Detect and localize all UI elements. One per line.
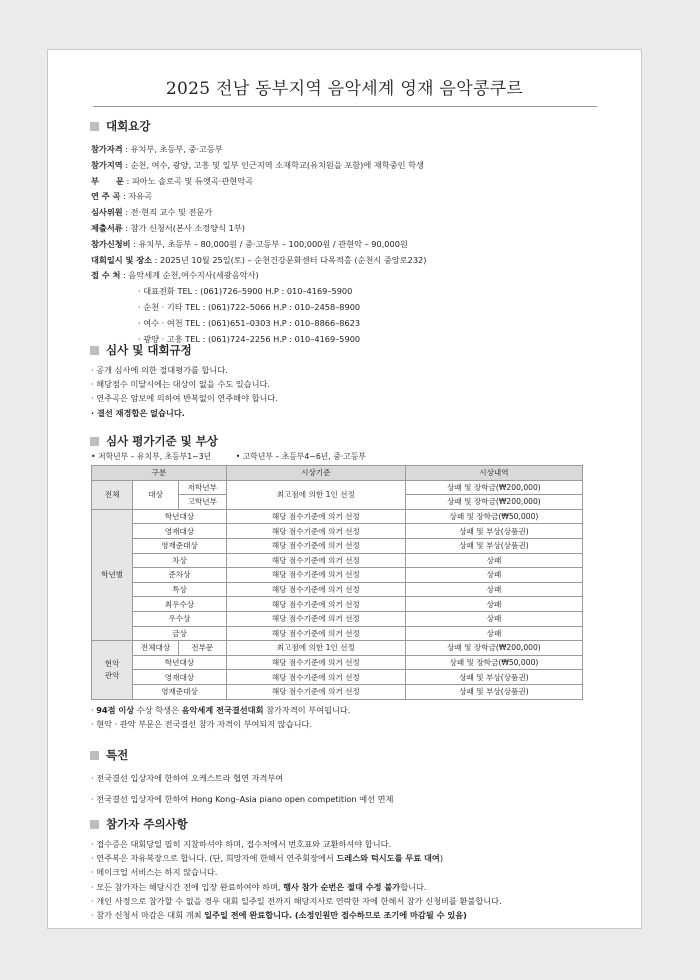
- rules-list: [91, 363, 278, 420]
- table-note: · 94점 이상 수상 학생은 음악세계 전국결선대회 참가자격이 부여됩니다.: [91, 705, 351, 715]
- award-cell: 영재대상: [133, 670, 226, 685]
- list-item: · 전국결선 입상자에 한하여 오케스트라 협연 자격부여: [91, 773, 284, 783]
- section-heading-benefits: 특전: [90, 747, 128, 763]
- criteria-cell: 해당 점수기준에 의거 선정: [226, 611, 405, 626]
- prize-cell: 상패 및 장학금(₩50,000): [405, 509, 582, 524]
- prize-cell: 상패: [405, 553, 582, 568]
- table-header-cell: 시상기준: [226, 466, 405, 481]
- contact-line: · 여수 · 여천 TEL : (061)651–0303 H.P : 010–8866–8623: [138, 317, 361, 328]
- prize-cell: 상패: [405, 597, 582, 612]
- prize-cell: 상패 및 부상(상품권): [405, 670, 582, 685]
- prize-cell: 상패: [405, 568, 582, 583]
- criteria-cell: 해당 점수기준에 의거 선정: [226, 655, 405, 670]
- list-item: · 접수증은 대회당일 필히 지참하셔야 하며, 접수처에서 번호표와 교환하셔야 합니다.: [91, 839, 392, 849]
- table-row: [92, 597, 583, 612]
- table-row: [92, 611, 583, 626]
- sub-cell: 저학년부: [178, 480, 226, 495]
- eval-group-upper: • 고학년부 – 초등부4~6년, 중·고등부: [235, 452, 366, 461]
- criteria-cell: 해당 점수기준에 의거 선정: [226, 626, 405, 641]
- eval-groups: [91, 451, 388, 462]
- prize-cell: 상패 및 장학금(₩200,000): [405, 495, 582, 510]
- prize-cell: 상패 및 장학금(₩50,000): [405, 655, 582, 670]
- criteria-cell: 최고점에 의한 1인 선정: [226, 641, 405, 656]
- table-row: [92, 568, 583, 583]
- table-row: [92, 684, 583, 699]
- benefits-list: [91, 768, 393, 810]
- contact-line: · 광양 · 고흥 TEL : (061)724–2256 H.P : 010–4169–5900: [138, 333, 361, 344]
- table-row: [92, 655, 583, 670]
- award-cell: 우수상: [133, 611, 226, 626]
- group-cell: 전체: [92, 480, 133, 509]
- award-cell: 전체대상: [133, 641, 179, 656]
- table-row: [92, 524, 583, 539]
- prize-cell: 상패: [405, 626, 582, 641]
- eval-group-lower: • 저학년부 – 유치부, 초등부1~3년: [91, 452, 212, 461]
- list-item: · 개인 사정으로 참가할 수 없을 경우 대회 일주일 전까지 해당지사로 연락한 자에 한해서 참가 신청비를 환불합니다.: [91, 895, 502, 906]
- criteria-cell: 해당 점수기준에 의거 선정: [226, 553, 405, 568]
- info-row: 대회일시 및 장소 : 2025년 10월 25일(토) – 순천건강문화센터 다목적홀 (순천시 중앙로232): [91, 254, 427, 265]
- info-row: 심사위원 : 전·현직 교수 및 전문가: [91, 207, 213, 218]
- evaluation-table: [91, 465, 583, 700]
- table-row: [92, 582, 583, 597]
- criteria-cell: 최고점에 의한 1인 선정: [226, 480, 405, 509]
- table-row: [92, 641, 583, 656]
- list-item: · 해당점수 미달시에는 대상이 없을 수도 있습니다.: [91, 379, 271, 390]
- prize-cell: 상패: [405, 582, 582, 597]
- section-heading-rules: 심사 및 대회규정: [90, 342, 192, 358]
- list-item: · 모든 참가자는 해당시간 전에 입장 완료하여야 하며, 행사 참가 순번은 절대 수정 불가합니다.: [91, 881, 427, 892]
- square-bullet-icon: [90, 820, 99, 829]
- table-row: [92, 509, 583, 524]
- info-row: 부 문 : 피아노 솔로곡 및 듀엣곡·관현악곡: [91, 175, 254, 186]
- table-row: [92, 553, 583, 568]
- award-cell: 대상: [133, 480, 179, 509]
- section-heading-overview: 대회요강: [90, 118, 150, 134]
- list-item: · 연주복은 자유복장으로 합니다. (단, 희망자에 한해서 연주회장에서 드레스와 턱시도를 무료 대여): [91, 853, 444, 864]
- sub-cell: 고학년부: [178, 495, 226, 510]
- criteria-cell: 해당 점수기준에 의거 선정: [226, 684, 405, 699]
- award-cell: 영재준대상: [133, 684, 226, 699]
- criteria-cell: 해당 점수기준에 의거 선정: [226, 524, 405, 539]
- list-item: · 참가 신청서 마감은 대회 개최 일주일 전에 완료합니다. (소정인원만 접수하므로 조기에 마감될 수 있음): [91, 910, 467, 921]
- award-cell: 차상: [133, 553, 226, 568]
- award-cell: 금상: [133, 626, 226, 641]
- info-row: 연 주 곡 : 자유곡: [91, 191, 153, 202]
- table-row: [92, 538, 583, 553]
- info-row: 접 수 처 : 음악세계 순천,여수지사(세광음악사): [91, 270, 259, 281]
- square-bullet-icon: [90, 122, 99, 131]
- list-item: · 결선 재경합은 없습니다.: [91, 407, 185, 418]
- info-row: 제출서류 : 참가 신청서(본사 소정양식 1부): [91, 222, 245, 233]
- section-heading-evaluation: 심사 평가기준 및 부상: [90, 433, 218, 449]
- list-item: · 메이크업 서비스는 하지 않습니다.: [91, 867, 218, 878]
- criteria-cell: 해당 점수기준에 의거 선정: [226, 538, 405, 553]
- info-row: 참가지역 : 순천, 여수, 광양, 고흥 및 일부 인근지역 소재학교(유치원을 포함)에 재학중인 학생: [91, 159, 424, 170]
- table-note: · 현악 · 관악 부문은 전국결선 참가 자격이 부여되지 않습니다.: [91, 719, 313, 729]
- award-cell: 영재준대상: [133, 538, 226, 553]
- table-row: [92, 480, 583, 495]
- notice-list: [91, 837, 502, 922]
- document-page: [47, 49, 642, 929]
- criteria-cell: 해당 점수기준에 의거 선정: [226, 568, 405, 583]
- square-bullet-icon: [90, 437, 99, 446]
- prize-cell: 상패 및 부상(상품권): [405, 524, 582, 539]
- award-cell: 특상: [133, 582, 226, 597]
- award-cell: 영재대상: [133, 524, 226, 539]
- prize-cell: 상패 및 장학금(₩200,000): [405, 641, 582, 656]
- award-cell: 준차상: [133, 568, 226, 583]
- sub-cell: 전부문: [178, 641, 226, 656]
- list-item: · 공개 심사에 의한 절대평가를 합니다.: [91, 365, 228, 375]
- prize-cell: 상패 및 장학금(₩200,000): [405, 480, 582, 495]
- overview-info: [91, 142, 426, 347]
- square-bullet-icon: [90, 346, 99, 355]
- square-bullet-icon: [90, 751, 99, 760]
- award-cell: 학년대상: [133, 509, 226, 524]
- list-item: · 연주곡은 암보에 의하여 반복없이 연주해야 합니다.: [91, 393, 278, 404]
- criteria-cell: 해당 점수기준에 의거 선정: [226, 670, 405, 685]
- group-cell: 학년별: [92, 509, 133, 640]
- prize-cell: 상패 및 부상(상품권): [405, 538, 582, 553]
- title-divider: [93, 106, 597, 107]
- info-row: 참가자격 : 유치부, 초등부, 중·고등부: [91, 144, 223, 154]
- table-row: [92, 626, 583, 641]
- prize-cell: 상패: [405, 611, 582, 626]
- award-cell: 학년대상: [133, 655, 226, 670]
- table-row: [92, 670, 583, 685]
- table-header-cell: 구분: [92, 466, 227, 481]
- table-header-row: [92, 466, 583, 481]
- table-notes: [91, 703, 350, 731]
- criteria-cell: 해당 점수기준에 의거 선정: [226, 582, 405, 597]
- award-cell: 최우수상: [133, 597, 226, 612]
- criteria-cell: 해당 점수기준에 의거 선정: [226, 509, 405, 524]
- group-cell: 현악 관악: [92, 641, 133, 699]
- prize-cell: 상패 및 부상(상품권): [405, 684, 582, 699]
- table-header-cell: 시상내역: [405, 466, 582, 481]
- section-heading-notice: 참가자 주의사항: [90, 816, 188, 832]
- list-item: · 전국결선 입상자에 한하여 Hong Kong–Asia piano open competition 예선 면제: [91, 794, 394, 804]
- contact-line: · 순천 · 기타 TEL : (061)722–5066 H.P : 010–2458–8900: [138, 301, 361, 312]
- document-title: 2025 전남 동부지역 음악세계 영재 음악콩쿠르: [165, 79, 524, 99]
- criteria-cell: 해당 점수기준에 의거 선정: [226, 597, 405, 612]
- info-row: 참가신청비 : 유치부, 초등부 – 80,000원 / 중·고등부 – 100,000원 / 관현악 – 90,000원: [91, 238, 408, 249]
- contact-line: · 대표전화 TEL : (061)726–5900 H.P : 010–4169–5900: [138, 286, 353, 297]
